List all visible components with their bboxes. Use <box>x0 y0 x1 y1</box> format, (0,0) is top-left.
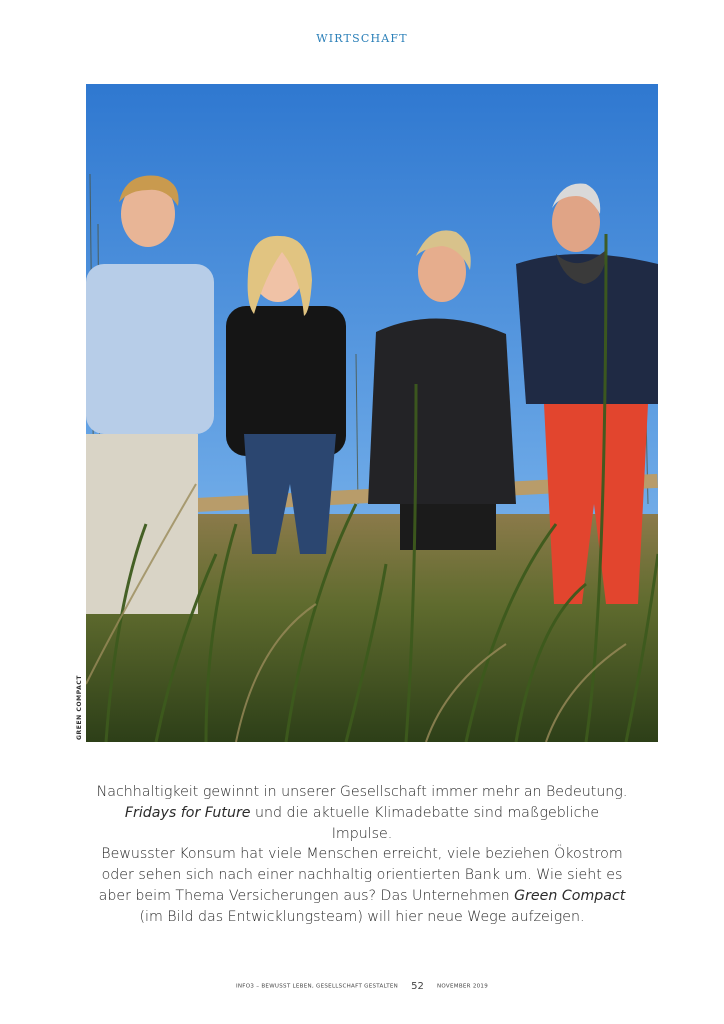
page-footer <box>0 976 724 995</box>
caption-line-3: Bewusster Konsum hat viele Menschen erreicht, viele beziehen Ökostrom <box>101 846 623 863</box>
section-label: WIRTSCHAFT <box>316 32 408 45</box>
caption-line-2-rest: und die aktuelle Klimadebatte sind maßgebliche Impulse. <box>250 804 600 842</box>
footer-publication: INFO3 – BEWUSST LEBEN, GESELLSCHAFT GESTALTEN <box>235 983 399 990</box>
caption-line-4: oder sehen sich nach einer nachhaltig orientierten Bank um. Wie sieht es <box>101 867 623 884</box>
caption-line-5 <box>96 886 628 907</box>
caption-line-1: Nachhaltigkeit gewinnt in unserer Gesellschaft immer mehr an Bedeutung. <box>96 784 628 800</box>
caption-line-5-pre: aber beim Thema Versicherungen aus? Das Unternehmen <box>98 887 515 904</box>
caption-emphasis-company: Green Compact <box>514 887 626 904</box>
team-photo-illustration <box>86 84 658 742</box>
page-number: 52 <box>411 981 424 992</box>
team-photo <box>86 84 658 742</box>
caption-line-2 <box>96 803 628 845</box>
caption-emphasis-fff: Fridays for Future <box>124 804 251 821</box>
footer-issue-date: NOVEMBER 2019 <box>436 983 489 990</box>
caption-line-6: (im Bild das Entwicklungsteam) will hier neue Wege aufzeigen. <box>139 908 585 925</box>
photo-credit: GREEN COMPACT <box>76 674 83 740</box>
photo-caption <box>96 782 628 928</box>
